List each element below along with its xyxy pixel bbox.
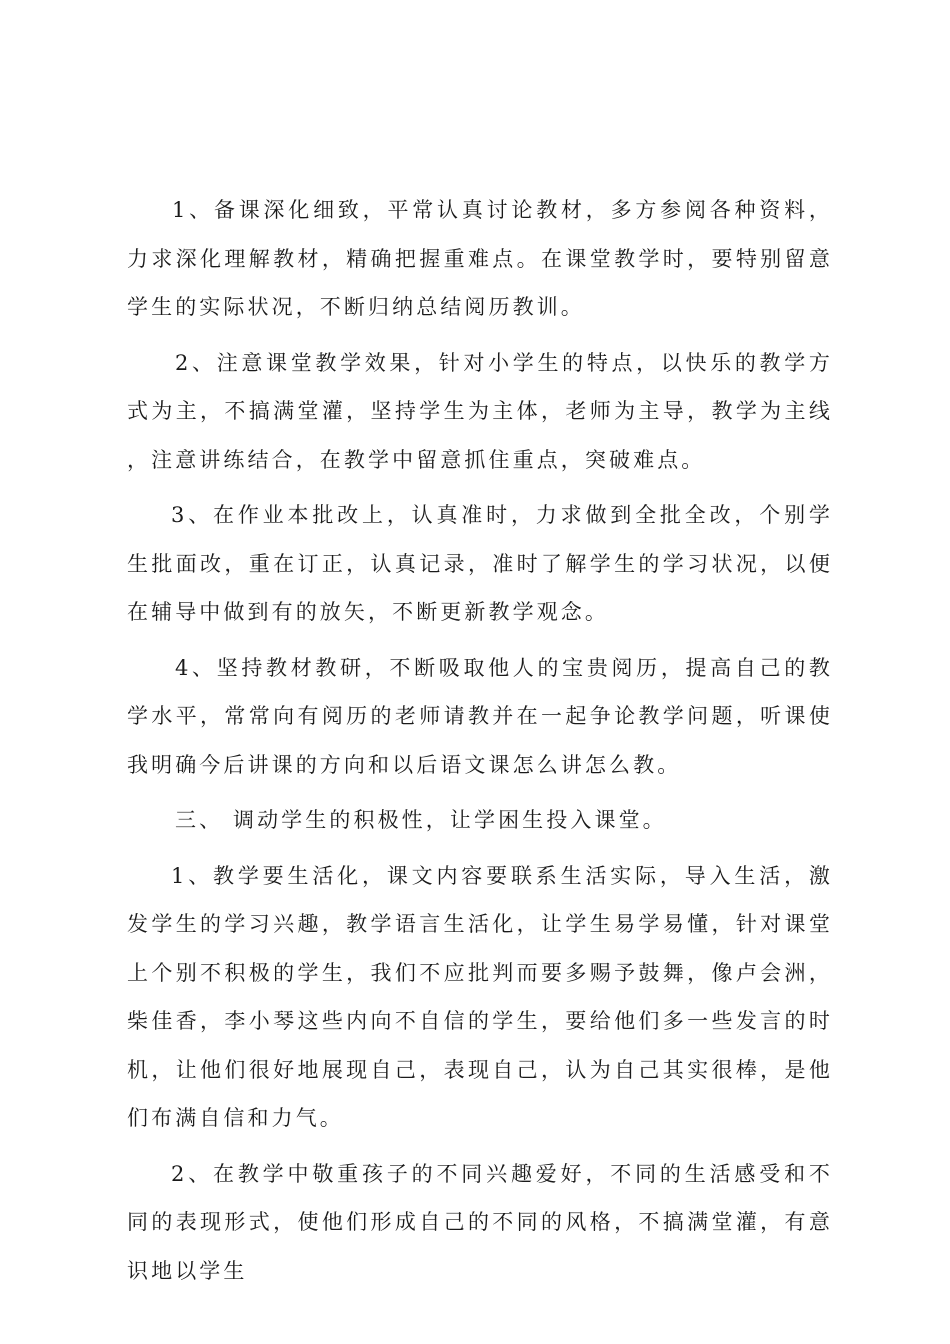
section-heading-three: 三、 调动学生的积极性，让学困生投入课堂。: [175, 808, 667, 832]
document-body: [127, 186, 833, 1302]
paragraph-lesson-preparation: 1、备课深化细致，平常认真讨论教材，多方参阅各种资料，力求深化理解教材，精确把握重难点。在课堂教学时，要特别留意学生的实际状况，不断归纳总结阅历教训。: [127, 198, 833, 319]
paragraph-life-oriented-teaching: 1、教学要生活化，课文内容要联系生活实际，导入生活，激发学生的学习兴趣，教学语言生活化，让学生易学易懂，针对课堂上个别不积极的学生，我们不应批判而要多赐予鼓舞，像卢会洲，柴佳香，李小琴这些内向不自信的学生，要给他们多一些发言的时机，让他们很好地展现自己，表现自己，认为自己其实很棒，是他们布满自信和力气。: [127, 863, 833, 1130]
paragraph-classroom-effect: 2、注意课堂教学效果，针对小学生的特点，以快乐的教学方式为主，不搞满堂灌，坚持学生为主体，老师为主导，教学为主线，注意讲练结合，在教学中留意抓住重点，突破难点。: [127, 350, 833, 472]
paragraph-homework-correction: 3、在作业本批改上，认真准时，力求做到全批全改，个别学生批面改，重在订正，认真记录，准时了解学生的学习状况，以便在辅导中做到有的放矢，不断更新教学观念。: [127, 503, 833, 624]
paragraph-teaching-research: 4、坚持教材教研，不断吸取他人的宝贵阅历，提高自己的教学水平，常常向有阅历的老师请教并在一起争论教学问题，听课使我明确今后讲课的方向和以后语文课怎么讲怎么教。: [127, 655, 833, 777]
paragraph-respect-interests: 2、在教学中敬重孩子的不同兴趣爱好，不同的生活感受和不同的表现形式，使他们形成自己的不同的风格，不搞满堂灌，有意识地以学生: [127, 1161, 833, 1283]
